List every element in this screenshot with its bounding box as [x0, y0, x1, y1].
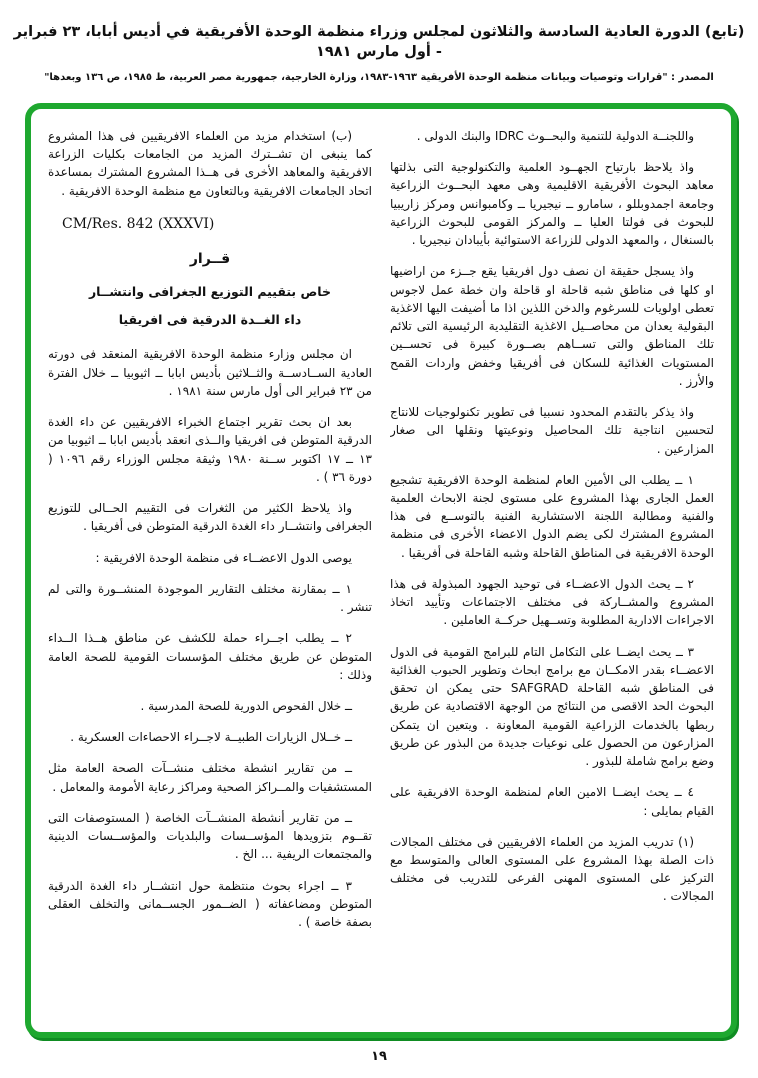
paragraph: ان مجلس وزارء منظمة الوحدة الافريقية المنعقد فى دورته العادية الســادســة والثــلاثين بأديس ابابا ــ اثيوبيا ــ خلال الفترة من ٢٣ فبراير الى أول مارس سنة ١٩٨١ .	[48, 347, 372, 398]
resolution-number: CM/Res. 842 (XXXVI)	[62, 215, 215, 232]
two-column-layout	[48, 127, 714, 1022]
paragraph: ــ خلال الفحوص الدورية للصحة المدرسية .	[140, 698, 352, 713]
resolution-subtitle-2: داء الغــدة الدرقية فى افريقيا	[118, 312, 302, 328]
resolution-title: قــرار	[189, 251, 231, 268]
right-column	[390, 127, 714, 1022]
paragraph: واللجنــة الدولية للتنمية والبحــوث IDRC والبنك الدولى .	[416, 129, 694, 143]
paragraph: (١) تدريب المزيد من العلماء الافريقيين فى مختلف المجالات ذات الصلة بهذا المشروع على المستوى العالى والمتوسط مع التركيز على المستوى المهنى الفرعى للتدريب فى مختلف المجالات .	[390, 834, 714, 904]
source-citation: المصدر : "قرارات وتوصيات وبيانات منظمة الوحدة الأفريقية ١٩٦٣-١٩٨٣، وزارة الخارجية، جمهورية مصر العربية، ط ١٩٨٥، ص ١٣٦ وبعدها"	[44, 71, 714, 83]
page-header	[10, 22, 748, 83]
paragraph: ــ من تقارير أنشطة المنشــآت الخاصة ( المستوصفات التى تقــوم بتزويدها المؤســسات والبلديات والمؤســسات الدينية والمجتمعات الريفية ... الخ .	[48, 810, 372, 862]
paragraph: ٣ ــ يحث ايضــا على التكامل التام للبرامج القومية فى الدول الاعضــاء بقدر الامكــان مع برامج ابحاث وتطوير الحبوب الغذائية فى المناطق شبه القاحلة SAFGRAD حتى يمكن ان تحقق البحوث الحد الاقصى من النتائج من الوجهة الاقتصادية عن طريق ربطها بالخدمات الزراعية القومية المعاونة . ويتعين ان يتمكن المزارعون من الحصول على نوعيات جديدة من البذور عن طريق وضع برامج شاملة للبذور .	[390, 644, 714, 769]
document-frame	[25, 103, 737, 1038]
paragraph: يوصى الدول الاعضــاء فى منظمة الوحدة الافريقية :	[95, 550, 352, 565]
paragraph: ٤ ــ يحث ايضــا الامين العام لمنظمة الوحدة الافريقية على القيام بمايلى :	[390, 785, 714, 818]
paragraph: ــ خــلال الزيارات الطبيــة لاجــراء الاحصاءات العسكرية .	[70, 730, 352, 745]
paragraph: ٢ ــ يحث الدول الاعضــاء فى توحيد الجهود المبذولة فى هذا المشروع والمشــاركة فى مختلف الاجتماعات وتأييد اتخاذ الاجراءات الادارية المطلوبة وتســهيل حركــة العاملين .	[390, 576, 714, 628]
paragraph: واذ يلاحظ الكثير من الثغرات فى التقييم الحــالى للتوزيع الجغرافى وانتشــار داء الغدة الدرقية المتوطن فى أفريقيا .	[48, 501, 372, 534]
paragraph: ــ من تقارير انشطة مختلف منشــآت الصحة العامة مثل المستشفيات والمــراكز الصحية ومراكز رعاية الأمومة والمعامل .	[48, 761, 372, 794]
page-number: ١٩	[371, 1049, 387, 1064]
paragraph: بعد ان بحث تقرير اجتماع الخبراء الافريقيين عن داء الغدة الدرقية المتوطن فى افريقيا والــذى انعقد بأديس ابابا ــ اثيوبيا من ١٣ ــ ١٧ اكتوبر ســنة ١٩٨٠ وثيقة مجلس الوزراء رقم ١٠٩٦ ( دورة ٣٦ ) .	[48, 415, 372, 484]
resolution-subtitle-1: خاص بتقييم التوزيع الجغرافى وانتشــار	[88, 284, 331, 300]
paragraph: ١ ــ يطلب الى الأمين العام لمنظمة الوحدة الافريقية تشجيع العمل الجارى بهذا المشروع على مستوى لجنة الابحاث العلمية والفنية ومطالبة اللجنة الاستشارية الفنية بالتوســع فى هذا المشروع المشترك لكى يضم الدول الاعضاء الأخرى فى منظمة الوحدة الافريقية فى المناطق القاحلة وشبه القاحلة فى أفريقيا .	[390, 472, 714, 560]
paragraph: واذ يذكر بالتقدم المحدود نسبيا فى تطوير تكنولوجيات للانتاج لتحسين انتاجية تلك المحاصيل ونوعيتها ونقلها الى صغار المزارعين .	[390, 405, 714, 456]
session-title: (تابع) الدورة العادية السادسة والثلاثون لمجلس وزراء منظمة الوحدة الأفريقية في أديس أبابا، ٢٣ فبراير - أول مارس ١٩٨١	[13, 24, 745, 61]
left-column	[48, 127, 372, 1022]
paragraph: واذ يسجل حقيقة ان نصف دول افريقيا يقع جــزء من اراضيها او كلها فى مناطق شبه قاحلة او قاحلة وان خطة عمل لاجوس تعطى اولويات للسرغوم والدخن اللذين اذا ما أضيفت اليها الاغذية البقولية يعدان من محاصــيل الاغذية التقليدية الرئيسية التى تلائم تلك المناطق والتى تســاهم بصــورة كبيرة فى تحســين المستويات الغذائية للسكان فى أفريقيا وخفض واردات القمح والأرز .	[390, 264, 714, 388]
paragraph: (ب) استخدام مزيد من العلماء الافريقيين فى هذا المشروع كما ينبغى ان تشــترك المزيد من الجامعات بكليات الزراعة الافريقية والمعاهد الأخرى فى هــذا المشروع المشترك بمساعدة اتحاد الجامعات الافريقية وبالتعاون مع منظمة الوحدة الافريقية .	[48, 129, 372, 198]
paragraph: واذ يلاحظ بارتياح الجهــود العلمية والتكنولوجية التى بذلتها معاهد البحوث الأفريقية الاقليمية وهى معهد البحــوث الزراعية وجامعة اجمدوبللو ، سامارو ــ نيجيريا ــ وكامبوانس ومركز زاريبيا للبحوث فى فولتا العليا ــ والمركز القومى للبحوث الزراعية بالسنغال ، والمعهد الدولى للزراعة الاستوائية بأيبادان نيجيريا .	[390, 160, 714, 248]
paragraph: ١ ــ بمقارنة مختلف التقارير الموجودة المنشــورة والتى لم تنشر .	[48, 581, 372, 615]
paragraph: ٢ ــ يطلب اجــراء حملة للكشف عن مناطق هــذا الــداء المتوطن عن طريق مختلف المؤسسات القومية للصحة العامة وذلك :	[48, 631, 372, 682]
paragraph: ٣ ــ اجراء بحوث منتظمة حول انتشــار داء الغدة الدرقية المتوطن ومضاعفاته ( الضــمور الجســمانى والتخلف العقلى بصفة خاصة ) .	[48, 878, 372, 930]
